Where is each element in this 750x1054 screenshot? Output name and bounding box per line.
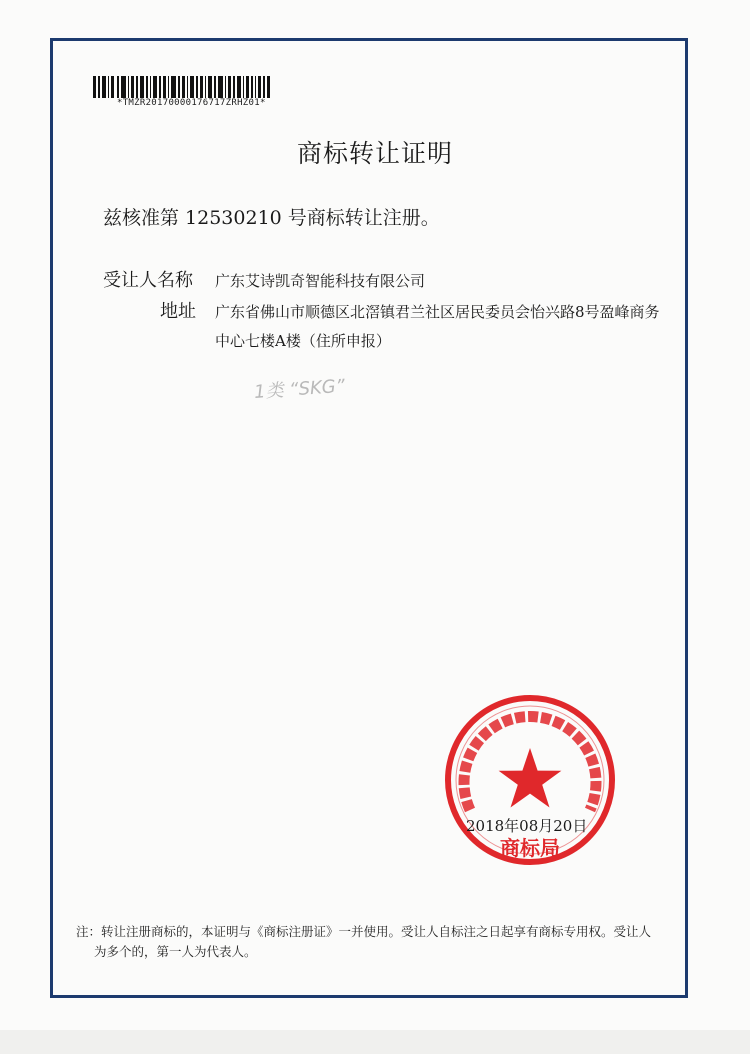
address-line-2: 中心七楼A楼（住所申报） [215, 332, 391, 350]
assignee-value: 广东艾诗凯奇智能科技有限公司 [215, 272, 426, 290]
official-seal [440, 690, 620, 870]
seal-bottom-text: 商标局 [500, 836, 560, 860]
page-title: 商标转让证明 [296, 139, 453, 168]
assignee-label: 受让人名称 [103, 270, 193, 291]
handwritten-annotation [252, 368, 372, 408]
footnote-line-2: 为多个的，第一人为代表人。 [94, 944, 257, 959]
barcode-number: *TMZR20170000176717ZRHZ01* [117, 98, 266, 108]
approval-statement: 兹核准第 12530210 号商标转让注册。 [103, 207, 440, 229]
handwritten-note-text: 1类 “SKG” [253, 375, 346, 404]
page-bottom-margin [0, 1030, 750, 1054]
barcode [93, 76, 273, 98]
issue-date: 2018年08月20日 [466, 817, 588, 835]
star-icon [499, 748, 562, 808]
address-label: 地址 [160, 301, 196, 322]
footnote-line-1: 注：转让注册商标的，本证明与《商标注册证》一并使用。受让人自标注之日起享有商标专用权。受让人 [76, 924, 652, 939]
footnote [76, 922, 666, 962]
address-line-1: 广东省佛山市顺德区北滘镇君兰社区居民委员会怡兴路8号盈峰商务 [215, 303, 660, 321]
